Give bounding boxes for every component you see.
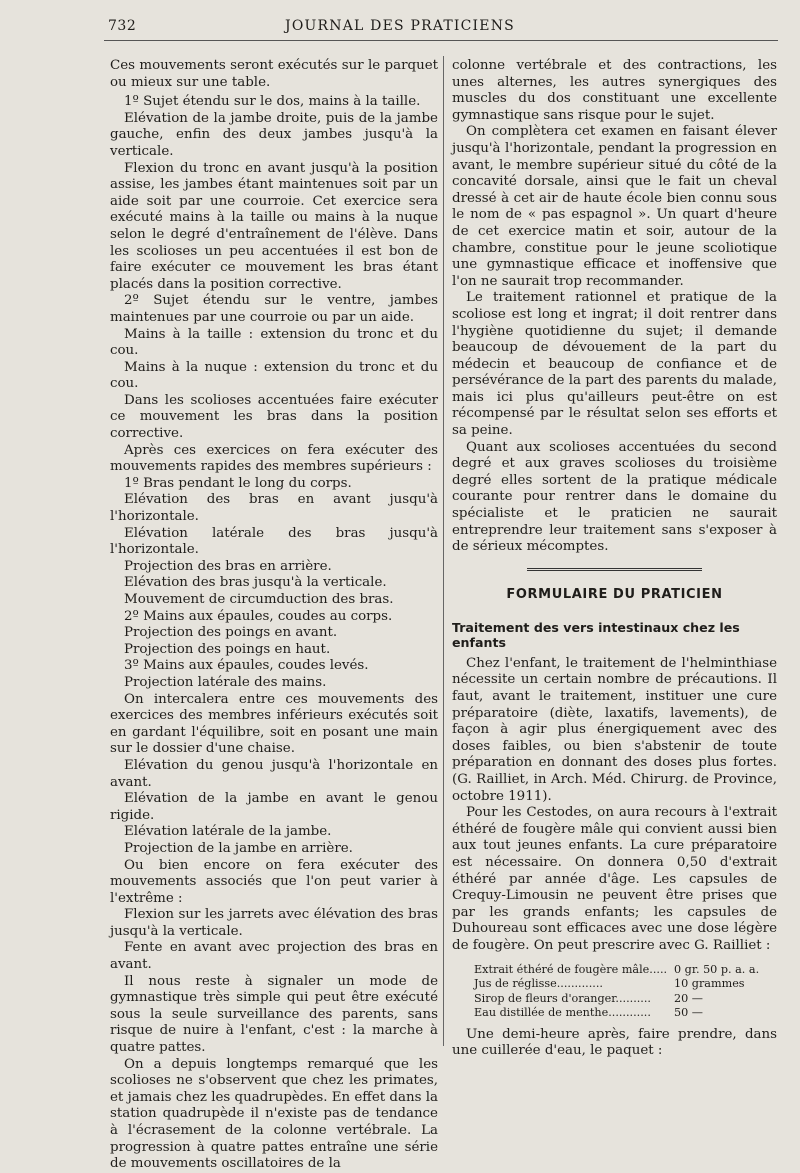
header-rule bbox=[104, 40, 778, 41]
paragraph: Flexion sur les jarrets avec élévation des bras jusqu'à la verticale. bbox=[110, 907, 438, 939]
paragraph: Flexion du tronc en avant jusqu'à la position assise, les jambes étant maintenues soit par un aide soit par une courroie. Cet exercice sera exécuté mains à la taille ou mains à la nuque selon le degré d'entraînement de l'élève. Dans les scolioses un peu accentuées il est bon de faire exécuter ce mouvement les bras étant placés dans la position corrective. bbox=[110, 160, 438, 292]
paragraph: Pour les Cestodes, on aura recours à l'extrait éthéré de fougère mâle qui convient aussi bien aux tout jeunes enfants. La cure préparatoire est nécessaire. On donnera 0,50 d'extrait éthéré par année d'âge. Les capsules de Crequy-Limousin ne peuvent être prises que par les grands enfants; les capsules de Duhoureau sont efficaces avec une dose légère de fougère. On peut prescrire avec G. Railliet : bbox=[452, 805, 777, 953]
paragraph: On complètera cet examen en faisant élever jusqu'à l'horizontale, pendant la progression en avant, le membre supérieur situé du côté de la concavité dorsale, ainsi que le fait un cheval dressé à cet air de haute école bien connu sous le nom de « pas espagnol ». Un quart d'heure de cet exercice matin et soir, autour de la chambre, constitue pour le jeune scoliotique une gymnastique efficace et inoffensive que l'on ne saurait trop recommander. bbox=[452, 124, 777, 289]
paragraph: Mains à la nuque : extension du tronc et du cou. bbox=[110, 359, 438, 392]
paragraph: 2º Mains aux épaules, coudes au corps. bbox=[124, 608, 393, 624]
paragraph: Fente en avant avec projection des bras en avant. bbox=[110, 940, 438, 973]
paragraph: Il nous reste à signaler un mode de gymnastique très simple qui peut être exécuté sous la seule surveillance des parents, sans risque de nuire à l'enfant, c'est : la marche à quatre pattes. bbox=[110, 973, 438, 1056]
page-number: 732 bbox=[108, 18, 137, 34]
ingredient-quantity: 20 — bbox=[674, 991, 703, 1005]
paragraph: 2º Sujet étendu sur le ventre, jambes maintenues par une courroie ou par un aide. bbox=[110, 293, 438, 325]
prescription-row bbox=[474, 1006, 764, 1021]
paragraph: Projection des bras en arrière. bbox=[124, 558, 332, 574]
ingredient-quantity: 10 grammes bbox=[674, 977, 745, 990]
paragraph: Ces mouvements seront exécutés sur le parquet ou mieux sur une table. bbox=[110, 58, 438, 90]
paragraph: Elévation de la jambe droite, puis de la jambe gauche, enfin des deux jambes jusqu'à la verticale. bbox=[110, 110, 438, 159]
paragraph: Dans les scolioses accentuées faire exécuter ce mouvement les bras dans la position corrective. bbox=[110, 392, 438, 442]
paragraph: Elévation latérale des bras jusqu'à l'horizontale. bbox=[110, 525, 438, 558]
prescription-row bbox=[474, 977, 764, 992]
running-title: JOURNAL DES PRATICIENS bbox=[285, 18, 515, 34]
ingredient-quantity: 50 — bbox=[674, 1006, 703, 1019]
ingredient-name: Extrait éthéré de fougère mâle..... bbox=[474, 962, 668, 976]
section-title: Traitement des vers intestinaux chez les enfants bbox=[452, 619, 740, 650]
ingredient-name: Sirop de fleurs d'oranger.......... bbox=[474, 991, 651, 1005]
paragraph: Mouvement de circumduction des bras. bbox=[124, 592, 394, 607]
paragraph: 1º Sujet étendu sur le dos, mains à la taille. bbox=[124, 94, 421, 110]
section-rule bbox=[527, 568, 702, 571]
paragraph: Projection de la jambe en arrière. bbox=[124, 840, 353, 856]
page-header bbox=[0, 0, 800, 46]
right-column bbox=[452, 58, 777, 1059]
paragraph: 3º Mains aux épaules, coudes levés. bbox=[124, 658, 369, 674]
ingredient-quantity: 0 gr. 50 p. a. a. bbox=[674, 962, 760, 976]
paragraph: Une demi-heure après, faire prendre, dans une cuillerée d'eau, le paquet : bbox=[452, 1026, 777, 1059]
paragraph: Elévation des bras en avant jusqu'à l'horizontale. bbox=[110, 492, 438, 525]
paragraph: Après ces exercices on fera exécuter des mouvements rapides des membres supérieurs : bbox=[110, 442, 438, 475]
paragraph: colonne vertébrale et des contractions, les unes alternes, les autres synergiques des muscles du dos constituant une excellente gymnastique sans risque pour le sujet. bbox=[452, 58, 777, 123]
prescription-row bbox=[474, 992, 764, 1007]
paragraph: Elévation des bras jusqu'à la verticale. bbox=[124, 575, 387, 591]
paragraph: On a depuis longtemps remarqué que les scolioses ne s'observent que chez les primates, et jamais chez les quadrupèdes. En effet dans la station quadrupède il n'existe pas de tendance à l'écrasement de la colonne vertébrale. La progression à quatre pattes entraîne une série de mouvements oscillatoires de la bbox=[110, 1056, 438, 1172]
paragraph: Projection des poings en haut. bbox=[124, 641, 331, 657]
paragraph: Le traitement rationnel et pratique de la scoliose est long et ingrat; il doit rentrer dans l'hygiène quotidienne du sujet; il demande beaucoup de dévouement de la part du médecin et beaucoup de confiance et de persévérance de la part des parents du malade, mais ici plus qu'ailleurs peut-être on est récompensé par le résultat selon ses efforts et sa peine. bbox=[452, 290, 777, 439]
paragraph: Elévation du genou jusqu'à l'horizontale en avant. bbox=[110, 757, 438, 790]
ingredient-name: Jus de réglisse............. bbox=[474, 977, 603, 990]
paragraph: On intercalera entre ces mouvements des exercices des membres inférieurs exécutés soit en gardant l'équilibre, soit en posant une main sur le dossier d'une chaise. bbox=[110, 691, 438, 757]
prescription-table bbox=[474, 963, 764, 1021]
paragraph: 1º Bras pendant le long du corps. bbox=[124, 475, 352, 491]
formulaire-section bbox=[452, 568, 777, 1060]
paragraph: Projection latérale des mains. bbox=[124, 674, 327, 690]
paragraph: Chez l'enfant, le traitement de l'helminthiase nécessite un certain nombre de précautions. Il faut, avant le traitement, instituer une cure préparatoire (diète, laxatifs, lavements), de façon à agir plus énergiquement avec des doses faibles, ou bien s'abstenir de toute préparation en donnant des doses plus fortes. (G. Railliet, in Arch. Méd. Chirurg. de Province, octobre 1911). bbox=[452, 655, 777, 804]
paragraph: Mains à la taille : extension du tronc et du cou. bbox=[110, 326, 438, 359]
paragraph: Quant aux scolioses accentuées du second degré et aux graves scolioses du troisième degré elles sortent de la pratique médicale courante pour rentrer dans le domaine du spécialiste et le praticien ne saurait entreprendre leur traitement sans s'exposer à de sérieux mécomptes. bbox=[452, 439, 777, 555]
prescription-row bbox=[474, 963, 764, 978]
left-column bbox=[110, 58, 438, 1172]
ingredient-name: Eau distillée de menthe............ bbox=[474, 1006, 651, 1019]
paragraph: Ou bien encore on fera exécuter des mouvements associés que l'on peut varier à l'extrême : bbox=[110, 857, 438, 906]
formulaire-title: FORMULAIRE DU PRATICIEN bbox=[506, 586, 723, 602]
paragraph: Projection des poings en avant. bbox=[124, 625, 338, 641]
paragraph: Elévation de la jambe en avant le genou rigide. bbox=[110, 791, 438, 823]
column-divider bbox=[443, 56, 444, 1046]
paragraph: Elévation latérale de la jambe. bbox=[124, 824, 332, 840]
